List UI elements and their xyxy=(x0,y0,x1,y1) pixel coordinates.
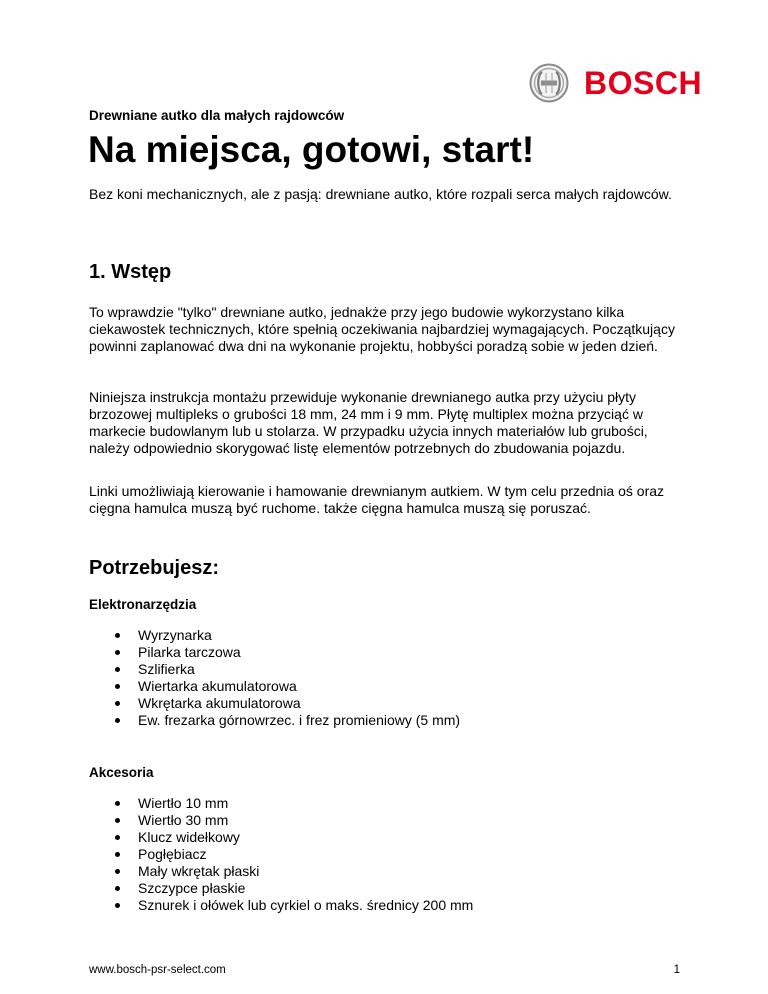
bosch-armature-icon xyxy=(529,63,569,103)
bosch-logo xyxy=(529,63,702,103)
section-heading-intro: 1. Wstęp xyxy=(89,261,172,283)
brand-name: BOSCH xyxy=(584,65,703,101)
page-number: 1 xyxy=(673,964,680,976)
page-title: Na miejsca, gotowi, start! xyxy=(88,129,535,170)
list-item: Pilarka tarczowa xyxy=(0,644,650,661)
list-item: Ew. frezarka górnowrzec. i frez promieniowy (5 mm) xyxy=(0,712,650,729)
intro-paragraph: Bez koni mechanicznych, ale z pasją: drewniane autko, które rozpali serca małych rajdowców. xyxy=(89,186,672,202)
list-item: Sznurek i ołówek lub cyrkiel o maks. średnicy 200 mm xyxy=(0,897,650,914)
subheading-accessories: Akcesoria xyxy=(89,765,154,780)
list-item: Szczypce płaskie xyxy=(0,880,650,897)
list-item: Szlifierka xyxy=(0,661,650,678)
section-heading-needs: Potrzebujesz: xyxy=(89,557,220,579)
accessories-list xyxy=(0,795,650,914)
list-item: Wkrętarka akumulatorowa xyxy=(0,695,650,712)
list-item: Wiertło 30 mm xyxy=(0,812,650,829)
subheading-power-tools: Elektronarzędzia xyxy=(89,597,197,612)
list-item: Mały wkrętak płaski xyxy=(0,863,650,880)
list-item: Klucz widełkowy xyxy=(0,829,650,846)
power-tools-list xyxy=(0,627,650,729)
list-item: Pogłębiacz xyxy=(0,846,650,863)
list-item: Wiertło 10 mm xyxy=(0,795,650,812)
paragraph-3: Linki umożliwiają kierowanie i hamowanie drewnianym autkiem. W tym celu przednia oś oraz cięgna hamulca muszą być ruchome. także cięgna hamulca muszą się poruszać. xyxy=(89,483,665,516)
paragraph-2: Niniejsza instrukcja montażu przewiduje wykonanie drewnianego autka przy użyciu płyty brzozowej multipleks o grubości 18 mm, 24 mm i 9 mm. Płytę multiplex można przyciąć w markecie budowlanym lub u stolarza. W przypadku użycia innych materiałów lub grubości, należy odpowiednio skorygować listę elementów potrzebnych do zbudowania pojazdu. xyxy=(89,389,648,456)
kicker: Drewniane autko dla małych rajdowców xyxy=(89,108,345,123)
list-item: Wiertarka akumulatorowa xyxy=(0,678,650,695)
paragraph-1: To wprawdzie "tylko" drewniane autko, jednakże przy jego budowie wykorzystano kilka ciekawostek technicznych, które spełnią oczekiwania najbardziej wymagających. Początkujący powinni zaplanować dwa dni na wykonanie projektu, hobbyści poradzą sobie w jeden dzień. xyxy=(89,304,675,354)
list-item: Wyrzynarka xyxy=(0,627,650,644)
footer-url[interactable]: www.bosch-psr-select.com xyxy=(89,964,226,976)
